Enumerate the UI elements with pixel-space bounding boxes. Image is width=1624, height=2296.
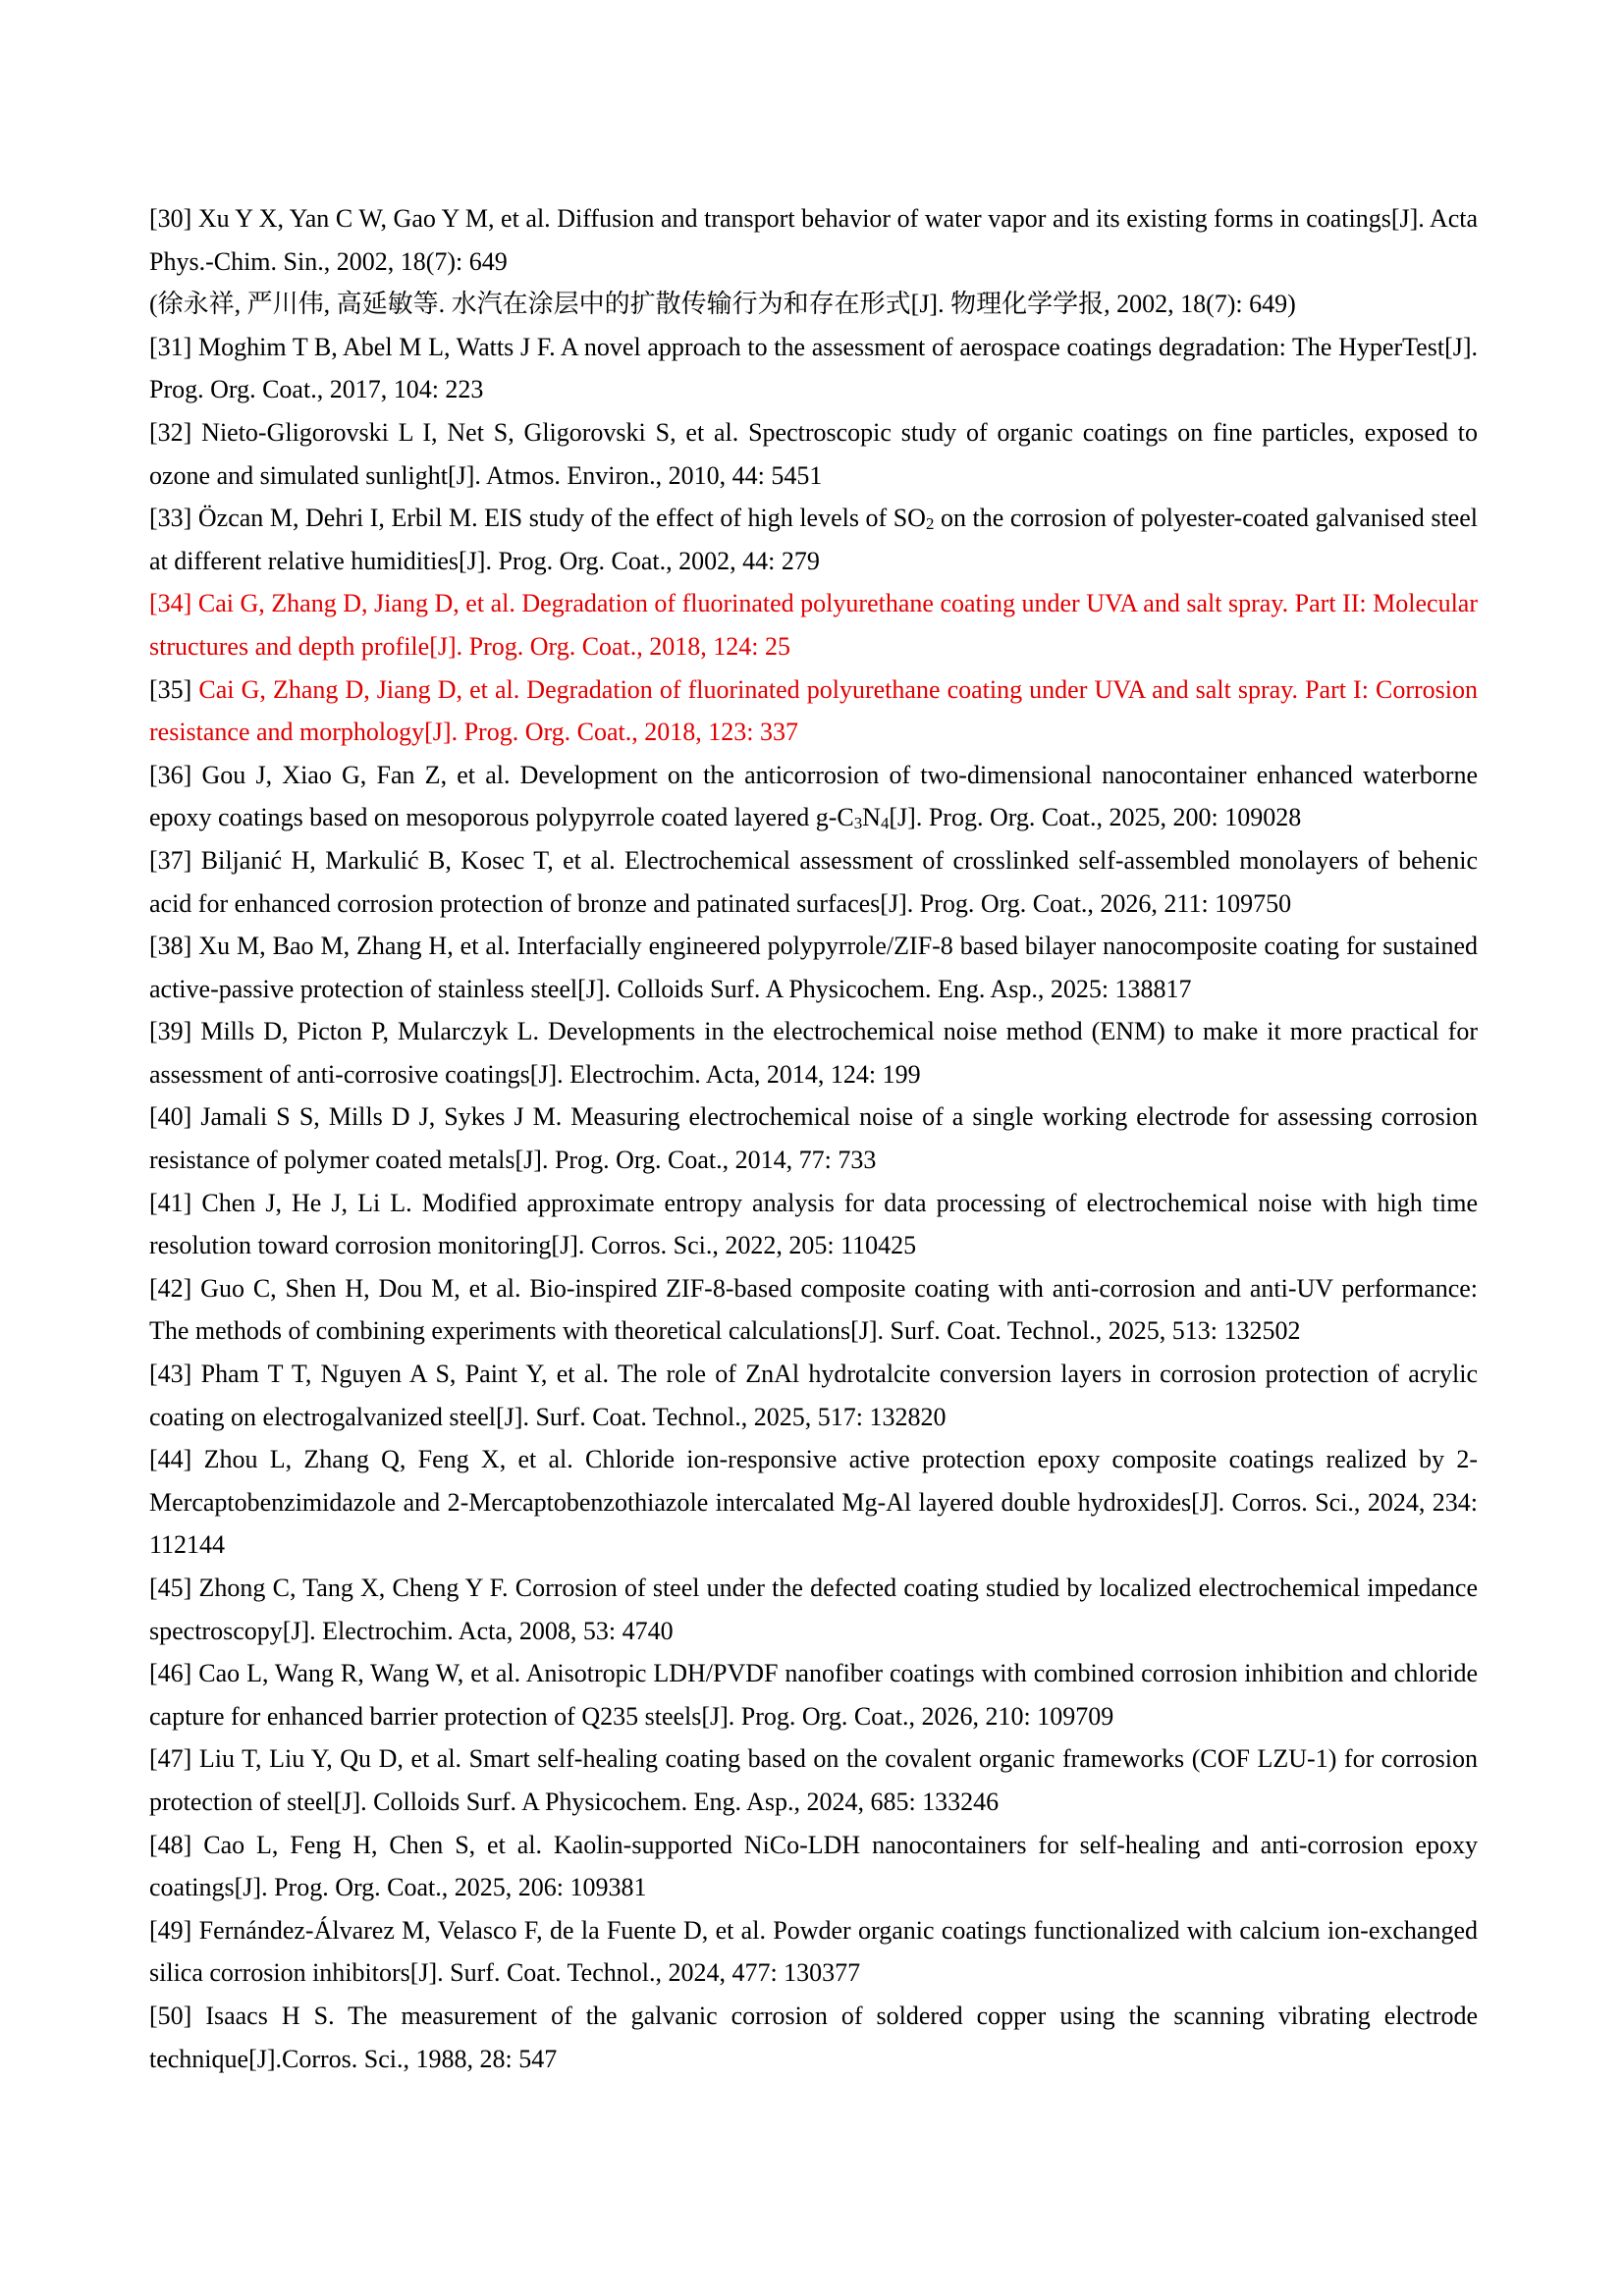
reference-number: [36] (149, 760, 192, 789)
reference-item (149, 668, 1478, 754)
reference-text: Liu T, Liu Y, Qu D, et al. Smart self-healing coating based on the covalent organic frameworks (COF LZU-1) for corrosion protection of steel[J]. Colloids Surf. A Physicochem. Eng. Asp., 2024, 685: 133246 (149, 1744, 1478, 1816)
reference-text: Chen J, He J, Li L. Modified approximate entropy analysis for data processing of electrochemical noise with high time resolution toward corrosion monitoring[J]. Corros. Sci., 2022, 205: 110425 (149, 1188, 1478, 1260)
reference-text: Xu Y X, Yan C W, Gao Y M, et al. Diffusion and transport behavior of water vapor and its existing forms in coatings[J]. Acta Phys.-Chim. Sin., 2002, 18(7): 649 (149, 204, 1478, 276)
reference-item (149, 1267, 1478, 1353)
reference-item (149, 1824, 1478, 1909)
reference-number: [32] (149, 417, 192, 447)
reference-text: Cai G, Zhang D, Jiang D, et al. Degradation of fluorinated polyurethane coating under UVA and salt spray. Part II: Molecular structures and depth profile[J]. Prog. Org. Coat., 2018, 124: 25 (149, 589, 1478, 661)
reference-text: Xu M, Bao M, Zhang H, et al. Interfacially engineered polypyrrole/ZIF-8 based bilayer nanocomposite coating for sustained active-passive protection of stainless steel[J]. Colloids Surf. A Physicochem. Eng. Asp., 2025: 138817 (149, 932, 1478, 1003)
references-list (149, 197, 1478, 2080)
reference-text: 4 (880, 814, 890, 833)
reference-text: Cai G, Zhang D, Jiang D, et al. Degradation of fluorinated polyurethane coating under UVA and salt spray. Part I: Corrosion resistance and morphology[J]. Prog. Org. Coat., 2018, 123: 337 (149, 674, 1478, 747)
reference-item (149, 582, 1478, 667)
reference-text: Zhong C, Tang X, Cheng Y F. Corrosion of steel under the defected coating studied by localized electrochemical impedance spectroscopy[J]. Electrochim. Acta, 2008, 53: 4740 (149, 1574, 1478, 1645)
reference-item (149, 839, 1478, 925)
reference-number: [39] (149, 1017, 192, 1046)
reference-text: Isaacs H S. The measurement of the galvanic corrosion of soldered copper using the scanning vibrating electrode technique[J].Corros. Sci., 1988, 28: 547 (149, 2001, 1478, 2073)
reference-text: Fernández-Álvarez M, Velasco F, de la Fuente D, et al. Powder organic coatings functionalized with calcium ion-exchanged silica corrosion inhibitors[J]. Surf. Coat. Technol., 2024, 477: 130377 (149, 1915, 1478, 1988)
reference-text: [J]. Prog. Org. Coat., 2025, 200: 109028 (889, 803, 1302, 832)
reference-item (149, 326, 1478, 411)
reference-text: Nieto-Gligorovski L I, Net S, Gligorovski S, et al. Spectroscopic study of organic coatings on fine particles, exposed to ozone and simulated sunlight[J]. Atmos. Environ., 2010, 44: 5451 (149, 417, 1478, 490)
reference-text: (徐永祥, 严川伟, 高延敏等. 水汽在涂层中的扩散传输行为和存在形式[J]. 物理化学学报, 2002, 18(7): 649) (149, 290, 1296, 319)
reference-item (149, 1567, 1478, 1652)
reference-text: 2 (925, 514, 935, 534)
reference-item (149, 1995, 1478, 2080)
reference-text: Özcan M, Dehri I, Erbil M. EIS study of the effect of high levels of SO (191, 504, 926, 533)
reference-text: Jamali S S, Mills D J, Sykes J M. Measuring electrochemical noise of a single working electrode for assessing corrosion resistance of polymer coated metals[J]. Prog. Org. Coat., 2014, 77: 733 (149, 1102, 1478, 1175)
reference-item (149, 925, 1478, 1010)
reference-number: [41] (149, 1188, 192, 1217)
reference-text: Moghim T B, Abel M L, Watts J F. A novel approach to the assessment of aerospace coatings degradation: The HyperTest[J]. Prog. Org. Coat., 2017, 104: 223 (149, 332, 1478, 404)
reference-number: [30] (149, 204, 192, 233)
reference-number: [44] (149, 1445, 192, 1474)
reference-item (149, 411, 1478, 497)
reference-item (149, 1353, 1478, 1438)
reference-item (149, 1438, 1478, 1567)
reference-text: Zhou L, Zhang Q, Feng X, et al. Chloride ion-responsive active protection epoxy composite coatings realized by 2-Mercaptobenzimidazole and 2-Mercaptobenzothiazole intercalated Mg-Al layered double hydroxides[J]. Corros. Sci., 2024, 234: 112144 (149, 1445, 1478, 1560)
reference-item (149, 754, 1478, 839)
reference-item (149, 1182, 1478, 1267)
reference-number: [45] (149, 1574, 192, 1602)
reference-number: [31] (149, 332, 192, 361)
reference-number: [46] (149, 1659, 192, 1688)
reference-number: [50] (149, 2001, 192, 2030)
reference-number: [34] (149, 589, 192, 618)
reference-text: 3 (853, 814, 863, 833)
reference-text: Biljanić H, Markulić B, Kosec T, et al. Electrochemical assessment of crosslinked self-assembled monolayers of behenic acid for enhanced corrosion protection of bronze and patinated surfaces[J]. Prog. Org. Coat., 2026, 211: 109750 (149, 845, 1478, 918)
reference-number: [43] (149, 1360, 192, 1389)
reference-text: Pham T T, Nguyen A S, Paint Y, et al. The role of ZnAl hydrotalcite conversion layers in corrosion protection of acrylic coating on electrogalvanized steel[J]. Surf. Coat. Technol., 2025, 517: 132820 (149, 1360, 1478, 1431)
reference-text: Cao L, Wang R, Wang W, et al. Anisotropic LDH/PVDF nanofiber coatings with combined corrosion inhibition and chloride capture for enhanced barrier protection of Q235 steels[J]. Prog. Org. Coat., 2026, 210: 109709 (149, 1659, 1478, 1731)
reference-number: [42] (149, 1273, 192, 1303)
reference-text: on the corrosion of polyester-coated galvanised steel at different relative humidities[J]. Prog. Org. Coat., 2002, 44: 279 (149, 504, 1478, 575)
reference-item (149, 1652, 1478, 1737)
reference-item (149, 497, 1478, 582)
reference-number: [40] (149, 1102, 192, 1132)
reference-number: [38] (149, 932, 192, 961)
reference-text: N (862, 803, 881, 832)
reference-number: [33] (149, 504, 192, 533)
reference-number: [35] (149, 674, 192, 704)
reference-number: [49] (149, 1915, 192, 1945)
reference-item (149, 1909, 1478, 1995)
reference-item (149, 1010, 1478, 1095)
reference-text: Guo C, Shen H, Dou M, et al. Bio-inspired ZIF-8-based composite coating with anti-corrosion and anti-UV performance: The methods of combining experiments with theoretical calculations[J]. Surf. Coat. Technol., 2025, 513: 132502 (149, 1273, 1478, 1346)
reference-item (149, 197, 1478, 326)
reference-item (149, 1095, 1478, 1181)
reference-text: Cao L, Feng H, Chen S, et al. Kaolin-supported NiCo-LDH nanocontainers for self-healing and anti-corrosion epoxy coatings[J]. Prog. Org. Coat., 2025, 206: 109381 (149, 1830, 1478, 1902)
reference-text: Gou J, Xiao G, Fan Z, et al. Development on the anticorrosion of two-dimensional nanocontainer enhanced waterborne epoxy coatings based on mesoporous polypyrrole coated layered g-C (149, 760, 1478, 832)
reference-number: [48] (149, 1830, 192, 1859)
reference-text: Mills D, Picton P, Mularczyk L. Developments in the electrochemical noise method (ENM) to make it more practical for assessment of anti-corrosive coatings[J]. Electrochim. Acta, 2014, 124: 199 (149, 1017, 1478, 1089)
reference-item (149, 1737, 1478, 1823)
reference-number: [37] (149, 845, 192, 875)
reference-number: [47] (149, 1744, 192, 1774)
